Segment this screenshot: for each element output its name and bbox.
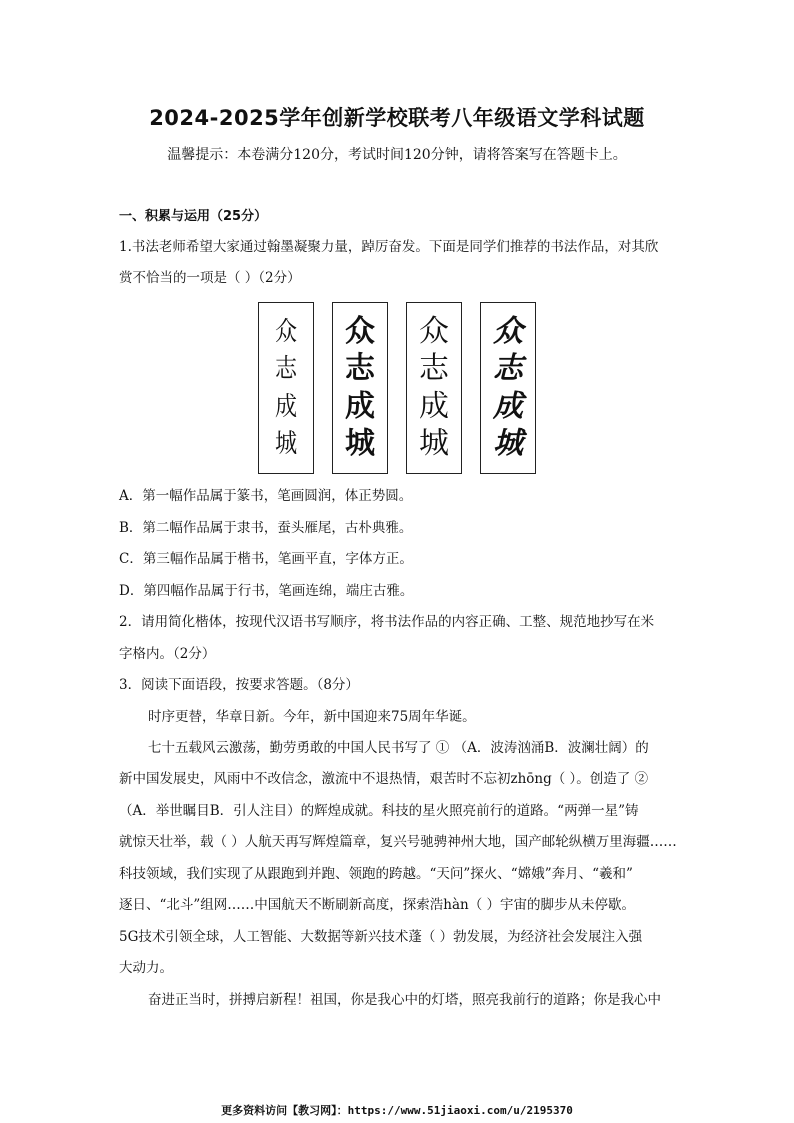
- calligraphy-char: 众: [274, 316, 298, 347]
- calligraphy-char: 众: [493, 313, 523, 349]
- question-3-heading: 3．阅读下面语段，按要求答题。（8分）: [119, 677, 359, 693]
- option-c: C．第三幅作品属于楷书，笔画平直，字体方正。: [119, 551, 413, 567]
- calligraphy-work-running: [480, 302, 536, 474]
- calligraphy-char: 城: [493, 426, 523, 462]
- passage-line: 就惊天壮举，载（ ）人航天再写辉煌篇章，复兴号驰骋神州大地，国产邮轮纵横万里海疆……: [119, 834, 677, 850]
- page-title: 2024-2025学年创新学校联考八年级语文学科试题: [149, 106, 645, 130]
- passage-line: 5G技术引领全球，人工智能、大数据等新兴技术蓬（ ）勃发展，为经济社会发展注入强: [119, 929, 643, 945]
- calligraphy-char: 成: [493, 388, 523, 424]
- question-1-stem-cont: 赏不恰当的一项是（ ）（2分）: [119, 270, 301, 286]
- calligraphy-char: 成: [274, 391, 298, 422]
- passage-paragraph-3: 奋进正当时，拼搏启新程！祖国，你是我心中的灯塔，照亮我前行的道路；你是我心中: [148, 992, 661, 1008]
- calligraphy-char: 志: [345, 351, 375, 387]
- passage-line: 七十五载风云激荡，勤劳勇敢的中国人民书写了 ① （A．波涛汹涌B．波澜壮阔）的: [148, 740, 649, 756]
- calligraphy-char: 城: [419, 426, 449, 462]
- calligraphy-char: 众: [345, 313, 375, 349]
- calligraphy-char: 志: [274, 354, 298, 385]
- exam-tip: 温馨提示：本卷满分120分，考试时间120分钟，请将答案写在答题卡上。: [167, 147, 627, 163]
- passage-line: 大动力。: [119, 960, 173, 976]
- calligraphy-char: 城: [274, 429, 298, 460]
- passage-line: 科技领域，我们实现了从跟跑到并跑、领跑的跨越。“天问”探火、“嫦娥”奔月、“羲和”: [119, 866, 633, 882]
- calligraphy-char: 志: [419, 351, 449, 387]
- passage-line: （A．举世瞩目B．引人注目）的辉煌成就。科技的星火照亮前行的道路。“两弹一星”铸: [119, 803, 639, 819]
- calligraphy-work-regular: [406, 302, 462, 474]
- calligraphy-char: 成: [345, 388, 375, 424]
- section-heading: 一、积累与运用（25分）: [119, 209, 268, 224]
- question-1-stem: 1.书法老师希望大家通过翰墨凝聚力量，踔厉奋发。下面是同学们推荐的书法作品，对其欣: [119, 239, 659, 255]
- calligraphy-char: 众: [419, 313, 449, 349]
- calligraphy-char: 志: [493, 351, 523, 387]
- calligraphy-char: 城: [345, 426, 375, 462]
- calligraphy-work-seal: [258, 302, 314, 474]
- passage-line: 新中国发展史，风雨中不改信念，激流中不退热情，艰苦时不忘初zhōng（ ）。创造了 ②: [119, 771, 649, 787]
- passage-line: 逐日、“北斗”组网……中国航天不断刷新高度，探索浩hàn（ ）宇宙的脚步从未停歇。: [119, 897, 636, 913]
- passage-paragraph-1: 时序更替，华章日新。今年，新中国迎来75周年华诞。: [148, 709, 476, 725]
- question-2-stem-cont: 字格内。（2分）: [119, 646, 216, 662]
- footer-link[interactable]: 更多资料访问【教习网】：https://www.51jiaoxi.com/u/2195370: [221, 1104, 573, 1117]
- calligraphy-work-clerical: [332, 302, 388, 474]
- option-d: D．第四幅作品属于行书，笔画连绵，端庄古雅。: [119, 583, 414, 599]
- option-b: B．第二幅作品属于隶书，蚕头雁尾，古朴典雅。: [119, 520, 413, 536]
- calligraphy-char: 成: [419, 388, 449, 424]
- question-2-stem: 2．请用简化楷体，按现代汉语书写顺序，将书法作品的内容正确、工整、规范地抄写在米: [119, 614, 655, 630]
- calligraphy-works: [258, 302, 538, 477]
- option-a: A．第一幅作品属于篆书，笔画圆润，体正势圆。: [119, 488, 413, 504]
